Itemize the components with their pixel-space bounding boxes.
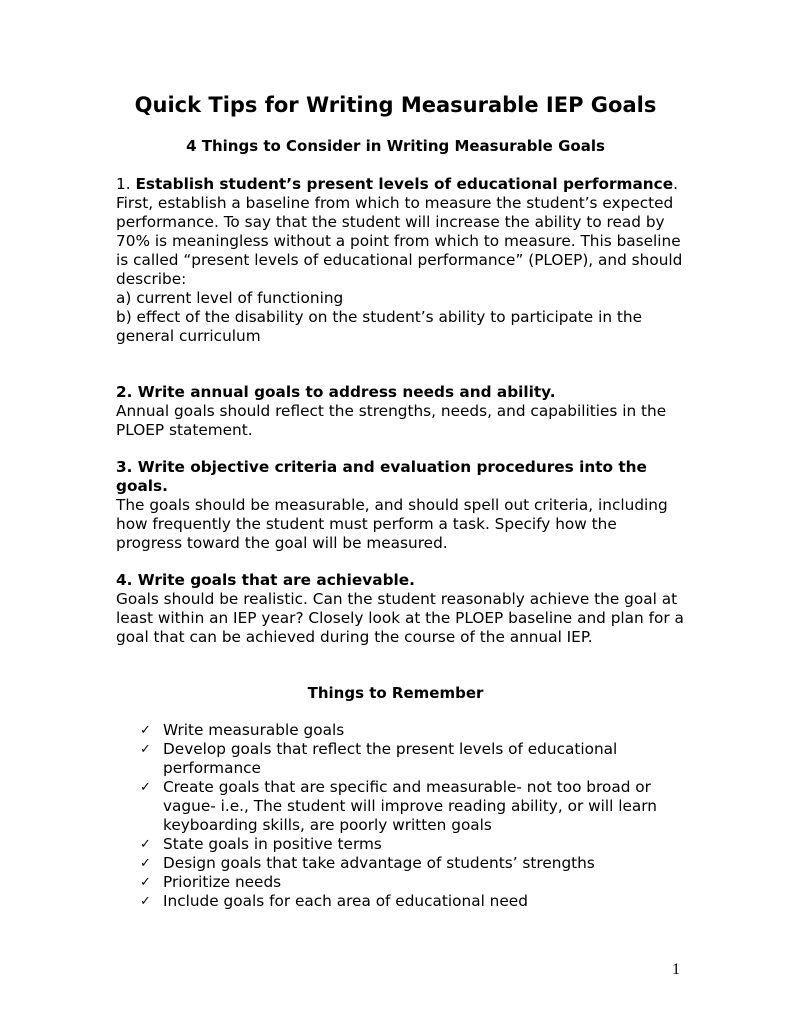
list-item [140,892,680,911]
section-1-number: 1 [116,175,126,193]
list-item-text: State goals in positive terms [163,835,382,853]
document-title: Quick Tips for Writing Measurable IEP Goals [134,93,657,117]
section-4-body: Goals should be realistic. Can the student reasonably achieve the goal at least within an IEP year? Closely look at the PLOEP baseline and plan for a goal that can be achieved during the course of the annual IEP. [116,590,684,646]
section-1-body: First, establish a baseline from which to measure the student’s expected performance. To say that the student will increase the ability to read by 70% is meaningless without a point from which to measure. This baseline is called “present levels of educational performance” (PLOEP), and should describe: [116,194,683,288]
list-item [140,740,680,778]
list-item-text: Write measurable goals [163,721,345,739]
checkmark-icon: ✓ [140,856,151,871]
list-item-text: Include goals for each area of educational need [163,892,528,910]
document-subtitle: 4 Things to Consider in Writing Measurable Goals [186,137,605,155]
list-item-text: Create goals that are specific and measurable- not too broad or vague- i.e., The student will improve reading ability, or will learn keyboarding skills, are poorly written goals [163,778,657,834]
section-2-heading: Write annual goals to address needs and ability. [137,383,556,401]
section-1-item-b: b) effect of the disability on the student’s ability to participate in the general curriculum [116,308,642,345]
list-item-text: Develop goals that reflect the present levels of educational performance [163,740,618,777]
list-item [140,778,680,835]
section-1-item-a: a) current level of functioning [116,289,344,307]
section-2-heading-line [116,383,686,402]
section-4-heading: Write goals that are achievable. [137,571,415,589]
section-2-number: 2. [116,383,133,401]
list-item [140,721,680,740]
checkmark-icon: ✓ [140,723,151,738]
section-3-body: The goals should be measurable, and should spell out criteria, including how frequently the student must perform a task. Specify how the progress toward the goal will be measured. [116,496,668,552]
list-item [140,854,680,873]
section-4-heading-line [116,571,686,590]
list-item [140,873,680,892]
remember-checklist [140,721,680,911]
section-2-body: Annual goals should reflect the strengths, needs, and capabilities in the PLOEP statement. [116,402,667,439]
section-1 [116,175,686,346]
checkmark-icon: ✓ [140,742,151,757]
section-1-heading: Establish student’s present levels of educational performance [135,175,674,193]
page-number: 1 [672,961,680,978]
checkmark-icon: ✓ [140,837,151,852]
list-item-text: Prioritize needs [163,873,282,891]
section-4-number: 4. [116,571,133,589]
section-3-heading: Write objective criteria and evaluation procedures into the goals. [116,458,647,495]
checkmark-icon: ✓ [140,780,151,795]
list-item [140,835,680,854]
list-item-text: Design goals that take advantage of students’ strengths [163,854,595,872]
section-1-heading-line: 1. Establish student’s present levels of educational performance. [116,175,678,193]
section-3-number: 3. [116,458,133,476]
section-3-heading-line [116,458,686,496]
checkmark-icon: ✓ [140,875,151,890]
section-3 [116,458,686,553]
section-2 [116,383,686,440]
things-to-remember-title: Things to Remember [307,684,484,702]
section-4 [116,571,686,647]
checkmark-icon: ✓ [140,894,151,909]
